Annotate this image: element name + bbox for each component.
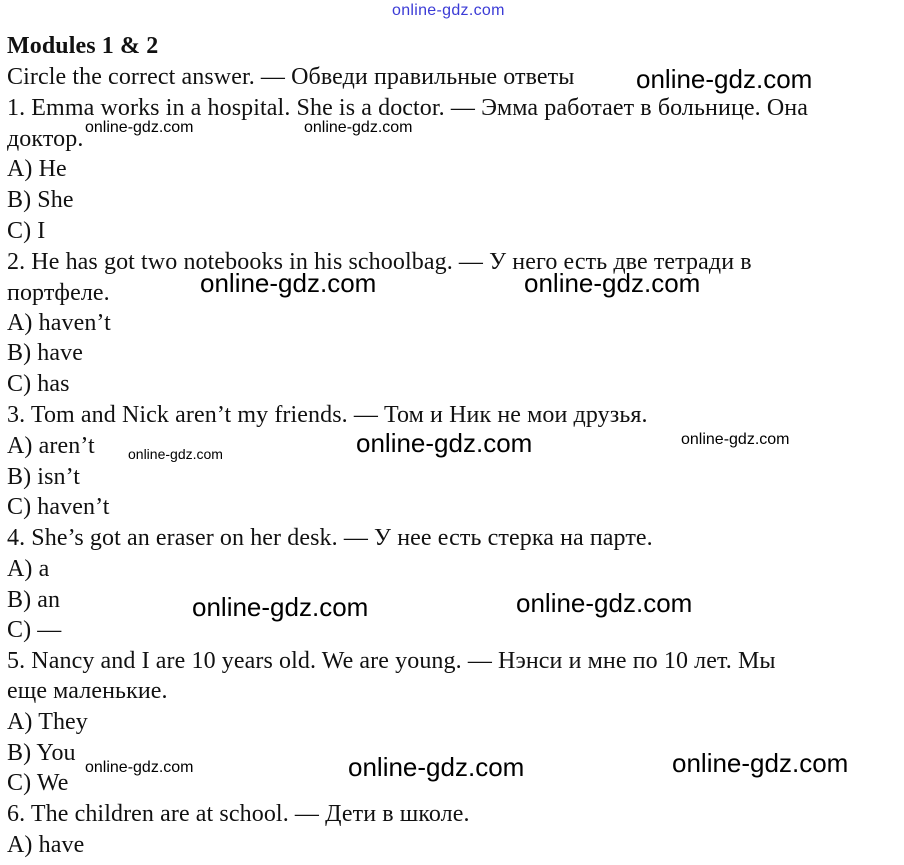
question-5-option-b[interactable]: B) You bbox=[7, 740, 76, 766]
watermark: online-gdz.com bbox=[85, 119, 194, 136]
watermark: online-gdz.com bbox=[681, 431, 790, 448]
question-5-line-1: 5. Nancy and I are 10 years old. We are young. — Нэнси и мне по 10 лет. Мы bbox=[7, 648, 776, 674]
page-title: Modules 1 & 2 bbox=[7, 33, 159, 59]
question-3-option-c[interactable]: C) haven’t bbox=[7, 494, 110, 520]
watermark: online-gdz.com bbox=[516, 588, 693, 618]
watermark: online-gdz.com bbox=[672, 748, 849, 778]
watermark: online-gdz.com bbox=[304, 119, 413, 136]
question-4-option-b[interactable]: B) an bbox=[7, 587, 61, 613]
watermark-top: online-gdz.com bbox=[392, 2, 505, 19]
watermark: online-gdz.com bbox=[636, 64, 813, 94]
question-1-option-c[interactable]: C) I bbox=[7, 218, 46, 244]
question-3-line-1: 3. Tom and Nick aren’t my friends. — Том и Ник не мои друзья. bbox=[7, 402, 648, 428]
question-4-line-1: 4. She’s got an eraser on her desk. — У нее есть стерка на парте. bbox=[7, 525, 653, 551]
question-1-line-1: 1. Emma works in a hospital. She is a doctor. — Эмма работает в больнице. Она bbox=[7, 95, 808, 121]
question-1-option-a[interactable]: A) He bbox=[7, 156, 67, 182]
question-6-option-a[interactable]: A) have bbox=[7, 832, 85, 858]
question-2-line-1: 2. He has got two notebooks in his schoolbag. — У него есть две тетради в bbox=[7, 249, 752, 275]
question-4-option-a[interactable]: A) a bbox=[7, 556, 50, 582]
watermark: online-gdz.com bbox=[192, 592, 369, 622]
question-5-line-2: еще маленькие. bbox=[7, 678, 168, 704]
question-2-option-b[interactable]: B) have bbox=[7, 340, 84, 366]
question-6-line-1: 6. The children are at school. — Дети в школе. bbox=[7, 801, 470, 827]
question-3-option-a[interactable]: A) aren’t bbox=[7, 433, 95, 459]
watermark: online-gdz.com bbox=[128, 446, 223, 462]
question-2-line-2: портфеле. bbox=[7, 280, 110, 306]
instruction: Circle the correct answer. — Обведи правильные ответы bbox=[7, 64, 575, 90]
watermark: online-gdz.com bbox=[200, 268, 377, 298]
question-4-option-c[interactable]: C) — bbox=[7, 617, 62, 643]
question-2-option-a[interactable]: A) haven’t bbox=[7, 310, 111, 336]
question-3-option-b[interactable]: B) isn’t bbox=[7, 464, 81, 490]
watermark: online-gdz.com bbox=[348, 752, 525, 782]
watermark: online-gdz.com bbox=[524, 268, 701, 298]
question-5-option-c[interactable]: C) We bbox=[7, 770, 69, 796]
question-1-option-b[interactable]: B) She bbox=[7, 187, 74, 213]
watermark: online-gdz.com bbox=[85, 759, 194, 776]
question-5-option-a[interactable]: A) They bbox=[7, 709, 88, 735]
watermark: online-gdz.com bbox=[356, 428, 533, 458]
question-2-option-c[interactable]: C) has bbox=[7, 371, 70, 397]
question-1-line-2: доктор. bbox=[7, 126, 84, 152]
